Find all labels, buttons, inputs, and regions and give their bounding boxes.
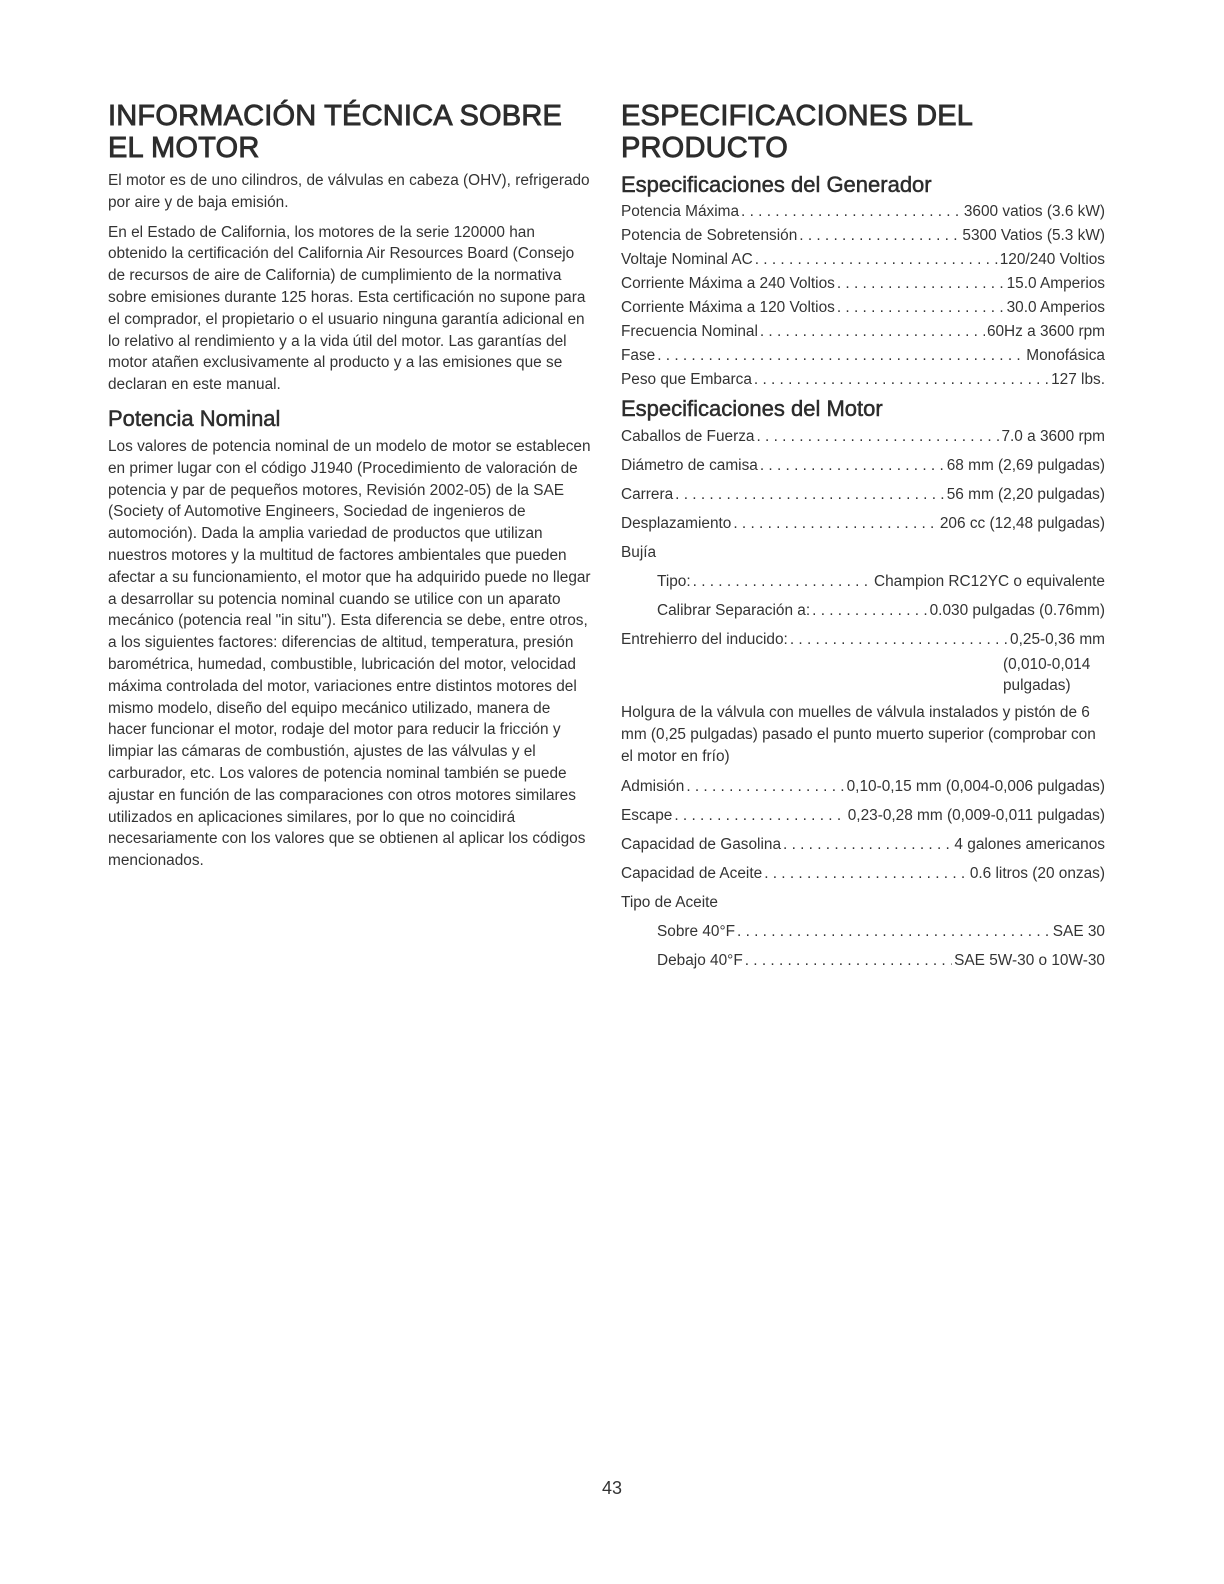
generator-specs-list	[621, 200, 1105, 392]
spec-label: Desplazamiento	[621, 515, 732, 532]
engine-info-title: INFORMACIÓN TÉCNICA SOBRE EL MOTOR	[108, 100, 563, 164]
spec-value: SAE 30	[1052, 923, 1105, 940]
leader-dots	[745, 946, 952, 975]
leader-dots	[657, 344, 1024, 368]
spec-label: Corriente Máxima a 240 Voltios	[621, 275, 835, 292]
leader-dots	[693, 567, 872, 596]
spec-value: 5300 Vatios (5.3 kW)	[962, 227, 1105, 244]
spec-label: Sobre 40°F	[657, 923, 736, 940]
leader-dots	[837, 296, 1005, 320]
product-specs-column	[621, 100, 1105, 975]
spec-label: Admisión	[621, 778, 685, 795]
spec-label: Calibrar Separación a:	[657, 602, 811, 619]
spec-label: Caballos de Fuerza	[621, 428, 755, 445]
spec-value: 127 lbs.	[1051, 371, 1105, 388]
leader-dots	[783, 830, 952, 859]
spec-value: SAE 5W-30 o 10W-30	[954, 952, 1105, 969]
spec-row	[621, 368, 1105, 392]
spec-row	[621, 946, 1105, 975]
spec-label: Potencia Máxima	[621, 203, 740, 220]
leader-dots	[764, 859, 968, 888]
spec-row	[621, 830, 1105, 859]
spec-row	[621, 596, 1105, 625]
spec-value: 206 cc (12,48 pulgadas)	[939, 515, 1105, 532]
armature-value-cont-text: (0,010-0,014 pulgadas)	[1003, 656, 1091, 694]
spec-label: Peso que Embarca	[621, 371, 752, 388]
spec-label: Escape	[621, 807, 673, 824]
spec-row	[621, 480, 1105, 509]
spec-row	[621, 625, 1105, 654]
engine-info-column	[108, 100, 592, 880]
spec-row	[621, 224, 1105, 248]
california-certification-paragraph: En el Estado de California, los motores de la serie 120000 han obtenido la certificación del California Air Resources Board (Consejo de recursos de aire de California) de cumplimiento de la normativa sobre emisiones durante 125 horas. Esta certificación no supone para el comprador, el propietario o el usuario ninguna garantía adicional en lo relativo al rendimiento y a la vida útil del motor. Las garantías del motor atañen exclusivamente al producto y a las emisiones que se declaran en este manual.	[108, 223, 586, 394]
spec-value: 0,25-0,36 mm	[1010, 631, 1105, 648]
spec-row	[621, 917, 1105, 946]
power-rating-heading: Potencia Nominal	[108, 405, 281, 431]
generator-specs-heading: Especificaciones del Generador	[621, 172, 932, 197]
spec-row	[621, 320, 1105, 344]
valve-clearance-paragraph: Holgura de la válvula con muelles de válvula instalados y pistón de 6 mm (0,25 pulgadas) pasado el punto muerto superior (comprobar con el motor en frío)	[621, 704, 1096, 765]
spec-value: 56 mm (2,20 pulgadas)	[946, 486, 1105, 503]
spec-label: Capacidad de Gasolina	[621, 836, 782, 853]
leader-dots	[760, 320, 985, 344]
spec-row	[621, 567, 1105, 596]
power-rating-paragraph: Los valores de potencia nominal de un modelo de motor se establecen en primer lugar con el código J1940 (Procedimiento de valoración de potencia y par de pequeños motores, Revisión 2002-05) de la SAE (Society of Automotive Engineers, Sociedad de ingenieros de automoción). Dada la amplia variedad de productos que utilizan nuestros motores y la multitud de factores ambientales que pueden afectar a su funcionamiento, el motor que ha adquirido puede no llegar a desarrollar su potencia nominal cuando se utilice con un aparato mecánico (potencia real "in situ"). Esta diferencia se debe, entre otros, a los siguientes factores: diferencias de altitud, temperatura, presión barométrica, humedad, combustible, lubricación del motor, velocidad máxima controlada del motor, variaciones entre distintos motores del mismo modelo, diseño del equipo mecánico utilizado, manera de hacer funcionar el motor, rodaje del motor para reducir la fricción y limpiar las cámaras de combustión, ajustes de las válvulas y el carburador, etc. Los valores de potencia nominal también se puede ajustar en función de las comparaciones con otros motores similares utilizados en aplicaciones similares, por lo que no coincidirá necesariamente con los valores que se obtienen al aplicar los códigos mencionados.	[108, 437, 591, 870]
armature-value-continuation	[621, 654, 1105, 696]
engine-intro-paragraph: El motor es de uno cilindros, de válvulas en cabeza (OHV), refrigerado por aire y de baja emisión.	[108, 172, 590, 211]
spec-value: 0.6 litros (20 onzas)	[969, 865, 1105, 882]
spec-value: 15.0 Amperios	[1006, 275, 1105, 292]
leader-dots	[756, 422, 999, 451]
spec-value: 0.030 pulgadas (0.76mm)	[929, 602, 1105, 619]
spec-row	[621, 801, 1105, 830]
motor-specs-heading: Especificaciones del Motor	[621, 396, 883, 421]
spec-label: Potencia de Sobretensión	[621, 227, 798, 244]
spec-label: Carrera	[621, 486, 674, 503]
leader-dots	[812, 596, 927, 625]
spec-value: 30.0 Amperios	[1006, 299, 1105, 316]
spec-label: Entrehierro del inducido:	[621, 631, 788, 648]
spec-row	[621, 200, 1105, 224]
spec-value: 0,10-0,15 mm (0,004-0,006 pulgadas)	[846, 778, 1105, 795]
spec-value: 4 galones americanos	[954, 836, 1105, 853]
spec-value: 68 mm (2,69 pulgadas)	[946, 457, 1105, 474]
spec-label: Debajo 40°F	[657, 952, 743, 969]
leader-dots	[799, 224, 960, 248]
spec-value: 3600 vatios (3.6 kW)	[963, 203, 1105, 220]
spec-label: Fase	[621, 347, 656, 364]
spec-value: 0,23-0,28 mm (0,009-0,011 pulgadas)	[847, 807, 1105, 824]
leader-dots	[754, 368, 1049, 392]
page-number: 43	[601, 1478, 623, 1498]
leader-dots	[790, 625, 1008, 654]
spec-label: Capacidad de Aceite	[621, 865, 763, 882]
leader-dots	[760, 451, 945, 480]
spec-value: 7.0 a 3600 rpm	[1001, 428, 1105, 445]
leader-dots	[686, 772, 844, 801]
spec-value: Champion RC12YC o equivalente	[874, 573, 1105, 590]
product-specs-title: ESPECIFICACIONES DEL PRODUCTO	[621, 100, 973, 164]
leader-dots	[675, 480, 945, 509]
spec-row	[621, 772, 1105, 801]
spec-row	[621, 272, 1105, 296]
spec-row	[621, 859, 1105, 888]
leader-dots	[733, 509, 938, 538]
spec-label: Frecuencia Nominal	[621, 323, 758, 340]
leader-dots	[741, 200, 962, 224]
spec-row	[621, 296, 1105, 320]
leader-dots	[674, 801, 845, 830]
spec-value: 120/240 Voltios	[999, 251, 1105, 268]
spark-plug-label: Bujía	[621, 544, 657, 561]
leader-dots	[737, 917, 1051, 946]
spec-row	[621, 451, 1105, 480]
spec-row	[621, 344, 1105, 368]
oil-type-label: Tipo de Aceite	[621, 894, 718, 911]
spec-label: Voltaje Nominal AC	[621, 251, 753, 268]
leader-dots	[837, 272, 1005, 296]
spec-label: Tipo:	[657, 573, 691, 590]
motor-specs-list	[621, 422, 1105, 975]
leader-dots	[755, 248, 998, 272]
spec-value: Monofásica	[1026, 347, 1105, 364]
spec-label: Corriente Máxima a 120 Voltios	[621, 299, 835, 316]
spec-row	[621, 509, 1105, 538]
spec-row	[621, 248, 1105, 272]
spec-value: 60Hz a 3600 rpm	[986, 323, 1105, 340]
spec-row	[621, 422, 1105, 451]
spec-label: Diámetro de camisa	[621, 457, 758, 474]
